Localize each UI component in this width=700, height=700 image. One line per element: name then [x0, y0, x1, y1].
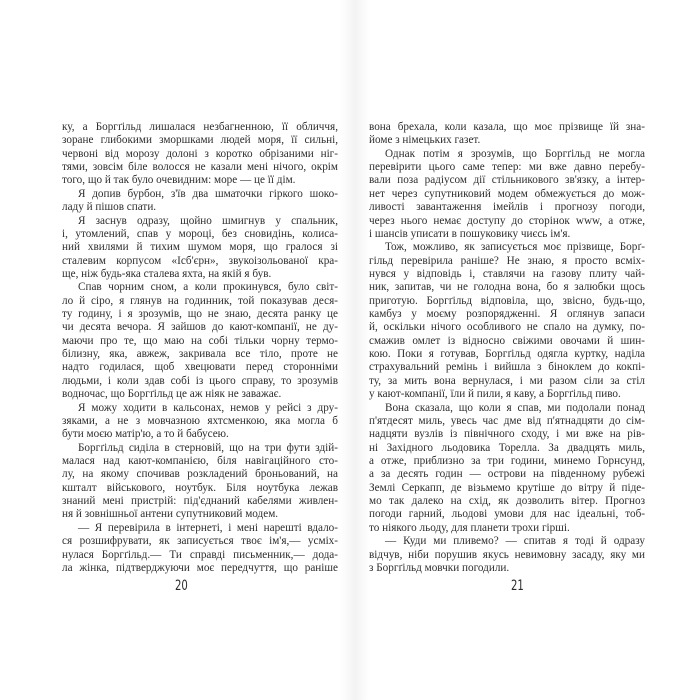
text-line: йоме з німецьких газет. — [369, 134, 481, 147]
text-line: ло й сіро, я глянув на годинник, той показував деся- — [62, 294, 338, 307]
text-line: кшталт військового, ноутбук. Біля ноутбука лежав — [62, 481, 338, 494]
text-line: чи десята вечора. Я зайшов до кают-компанії, не ду- — [62, 321, 338, 334]
text-line: Однак потім я зрозумів, що Боргґільд не могла — [385, 147, 645, 160]
text-line: камбуз у моєму розпорядженні. Я оглянув запаси — [369, 308, 645, 321]
text-line: сталевим корпусом «Ісб'єрн», звукоізольованої кра- — [62, 254, 338, 267]
text-line: ня й зовнішньої антени супутниковий модем. — [62, 508, 279, 521]
text-line: Я заснув одразу, щойно шмигнув у спальник, — [78, 214, 338, 227]
text-line: зяками, а не з мовчазною яхтсменкою, яка могла б — [62, 414, 338, 427]
text-line: то ніякого льоду, для планети трохи гірші. — [369, 521, 570, 534]
text-line: ся розшифрувати, як записується твоє ім'я,— усміх- — [62, 535, 338, 548]
text-line: маючи про те, що маю на собі тільки чорну термо- — [62, 334, 338, 347]
text-line: мо так далеко на схід, як дозволить вітер. Прогноз — [369, 495, 645, 508]
text-line: ні Західного льодовика Торелла. За двадцять миль, — [369, 441, 645, 454]
text-line: ладу й пішов спати. — [62, 201, 157, 214]
text-line: п'ятдесят миль, увесь час дме від п'ятнадцяти до сім- — [369, 414, 645, 427]
text-line: знаний мені пристрій: під'єднаний кабелями живлен- — [62, 495, 338, 508]
text-line: вали поза радіусом дії стільникового зв'язку, а інтер- — [369, 174, 645, 187]
text-line: відчув, ніби порушив якусь невимовну засаду, яку ми — [369, 548, 645, 561]
right-page-text — [369, 121, 645, 575]
text-line: через нього немає доступу до сторінок www, а отже, — [369, 214, 645, 227]
text-line: з Боргґільд мовчки погодили. — [369, 561, 510, 574]
text-line: білизну, яка, авжеж, закривала все тіло, проте не — [62, 348, 338, 361]
text-line: Я можу ходити в кальсонах, немов у рейсі з дру- — [78, 401, 338, 414]
text-line: кою. Поки я готував, Боргґільд одягла куртку, наділа — [369, 348, 645, 361]
text-line: вона брехала, коли казала, що моє прізвище їй зна- — [369, 121, 645, 133]
text-line: а отже, приблизно за три години, минемо Горнсунд, — [369, 454, 645, 467]
text-line: й, оскільки нічого особливого не спало на думку, по- — [369, 321, 645, 334]
text-line: того, що й так було очевидним: море — це її дім. — [62, 174, 296, 187]
text-line: приготую. Боргґільд відповіла, що, звісно, будь-що, — [369, 294, 645, 307]
text-line: а за десять годин — острови на південному рубежі — [369, 468, 645, 481]
text-line: ку, а Боргґільд лишалася незбагненною, її обличчя, — [62, 121, 338, 133]
text-line: Тож, можливо, як записується моє прізвище, Борґ- — [385, 241, 645, 254]
text-line: ще, ніж будь-яка сталева яхта, на якій я був. — [62, 267, 272, 280]
text-line: надцяти вузлів із північного сходу, і ми вже на рів- — [369, 428, 645, 441]
left-page-text — [62, 121, 338, 575]
page-number-left: 20 — [175, 578, 188, 594]
text-line: нулася Боргґільд.— Ти справді письменник,— дода- — [62, 548, 338, 561]
text-line: тями, зовсім біле волосся не казали мені нічого, окрім — [62, 161, 338, 174]
text-line: перевірити цього саме тепер: ми вже давно перебу- — [369, 161, 645, 174]
text-line: гільд перевірила раніше? Не знаю, я просто всміх- — [369, 254, 645, 267]
text-line: — Я перевірила в інтернеті, і мені нарешті вдало- — [78, 521, 338, 534]
book-gutter — [340, 0, 370, 700]
text-line: водночас, що Боргґільд це аж ніяк не заважає. — [62, 388, 282, 401]
text-line: погоди гарний, льодові умови для нас ідеальні, тоб- — [369, 508, 645, 521]
text-line: малася над кают-компанією, біля навігаційного сто- — [62, 454, 338, 467]
page-number-right: 21 — [511, 578, 524, 594]
text-line: ний хвилями й тихим шумом моря, що гралося зі — [62, 241, 338, 254]
text-line: Спав чорним сном, а коли прокинувся, було світ- — [78, 281, 338, 294]
text-line: бути моєю матір'ю, а то й бабусею. — [62, 428, 229, 441]
text-line: ник, запитав, чи не голодна вона, бо я залюбки щось — [369, 281, 645, 294]
text-line: — Куди ми пливемо? — спитав я тоді й одразу — [385, 535, 645, 548]
text-line: нувся у відповідь і, ставлячи на газову плиту чай- — [369, 267, 645, 280]
text-line: і шансів уписати в пошуковику чиєсь ім'я. — [369, 227, 571, 240]
text-line: і, утомлений, спав у мороці, без сновидінь, колиса- — [62, 227, 338, 240]
text-line: страхувальний ремінь і вийшла з біноклем до кокпі- — [369, 361, 645, 374]
text-line: нет через супутниковий модем обмежується до мож- — [369, 187, 645, 200]
text-line: Я допив бурбон, з'їв два шматочки гіркого шоко- — [78, 187, 338, 200]
text-line: ливості завантаження імейлів і прогнозу погоди, — [369, 201, 645, 214]
text-line: лу, на якому спочивав розкладений броньований, на — [62, 468, 338, 481]
text-line: ту годину, і я зрозумів, що не знаю, десята ранку це — [62, 308, 338, 321]
text-line: Вона сказала, що коли я спав, ми подолали понад — [385, 401, 645, 414]
text-line: Боргґільд сиділа в стерновій, що на три фути здій- — [78, 441, 338, 454]
text-line: у кают-компанії, їли й пили, я каву, а Боргґільд пиво. — [369, 388, 621, 401]
text-line: ту, за мить вона вернулася, і ми разом сіли за стіл — [369, 374, 645, 387]
text-line: зоране глибокими зморшками людей моря, її сильні, — [62, 134, 338, 147]
text-line: червоні від морозу долоні з коротко обрізаними ніг- — [62, 147, 338, 160]
text-line: смажив омлет із відносно свіжими овочами й шин- — [369, 334, 645, 347]
text-line: надто годилася, щоб хвецювати перед сторонніми — [62, 361, 338, 374]
text-line: ла жінка, підтверджуючи моє передчуття, що раніше — [62, 561, 338, 574]
text-line: Землі Серкапп, де візьмемо крутіше до вітру й піде- — [369, 481, 645, 494]
text-line: людьми, і коли здав собі із цього справу, то зрозумів — [62, 374, 338, 387]
